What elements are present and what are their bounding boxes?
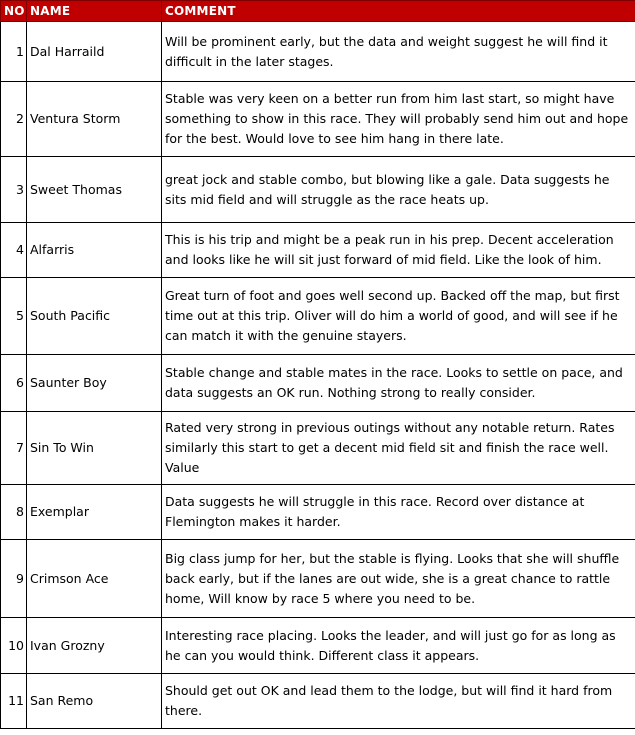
row-comment: Rated very strong in previous outings without any notable return. Rates similarly this start to get a decent mid field sit and finish the race well. Value <box>162 412 635 485</box>
row-no: 2 <box>1 82 27 157</box>
header-comment: COMMENT <box>162 1 635 22</box>
row-comment: Data suggests he will struggle in this race. Record over distance at Flemington makes it harder. <box>162 485 635 540</box>
row-comment: Stable change and stable mates in the race. Looks to settle on pace, and data suggests an OK run. Nothing strong to really consider. <box>162 355 635 412</box>
row-name: Crimson Ace <box>27 540 162 618</box>
row-comment: great jock and stable combo, but blowing like a gale. Data suggests he sits mid field and will struggle as the race heats up. <box>162 157 635 223</box>
row-name: Sweet Thomas <box>27 157 162 223</box>
header-no: NO <box>1 1 27 22</box>
row-no: 5 <box>1 278 27 355</box>
row-no: 11 <box>1 674 27 729</box>
row-no: 10 <box>1 618 27 674</box>
row-name: Saunter Boy <box>27 355 162 412</box>
row-comment: Stable was very keen on a better run from him last start, so might have something to show in this race. They will probably send him out and hope for the best. Would love to see him hang in there late. <box>162 82 635 157</box>
row-no: 6 <box>1 355 27 412</box>
table-row <box>1 22 635 82</box>
header-row <box>1 1 635 22</box>
row-no: 7 <box>1 412 27 485</box>
header-name: NAME <box>27 1 162 22</box>
row-name: Ivan Grozny <box>27 618 162 674</box>
row-comment: Will be prominent early, but the data and weight suggest he will find it difficult in the later stages. <box>162 22 635 82</box>
row-comment: This is his trip and might be a peak run in his prep. Decent acceleration and looks like he will sit just forward of mid field. Like the look of him. <box>162 223 635 278</box>
row-name: Sin To Win <box>27 412 162 485</box>
table-row <box>1 540 635 618</box>
row-comment: Should get out OK and lead them to the lodge, but will find it hard from there. <box>162 674 635 729</box>
row-no: 3 <box>1 157 27 223</box>
row-name: South Pacific <box>27 278 162 355</box>
row-name: Alfarris <box>27 223 162 278</box>
row-comment: Interesting race placing. Looks the leader, and will just go for as long as he can you would think. Different class it appears. <box>162 618 635 674</box>
table-row <box>1 223 635 278</box>
table-row <box>1 485 635 540</box>
row-name: Exemplar <box>27 485 162 540</box>
row-comment: Big class jump for her, but the stable is flying. Looks that she will shuffle back early, but if the lanes are out wide, she is a great chance to rattle home, Will know by race 5 where you need to be. <box>162 540 635 618</box>
row-name: Dal Harraild <box>27 22 162 82</box>
table-row <box>1 674 635 729</box>
row-no: 9 <box>1 540 27 618</box>
row-no: 8 <box>1 485 27 540</box>
table-row <box>1 412 635 485</box>
table-row <box>1 157 635 223</box>
row-no: 4 <box>1 223 27 278</box>
row-name: San Remo <box>27 674 162 729</box>
table-row <box>1 82 635 157</box>
row-no: 1 <box>1 22 27 82</box>
table-row <box>1 618 635 674</box>
row-name: Ventura Storm <box>27 82 162 157</box>
table-row <box>1 355 635 412</box>
row-comment: Great turn of foot and goes well second up. Backed off the map, but first time out at this trip. Oliver will do him a world of good, and will see if he can match it with the genuine stayers. <box>162 278 635 355</box>
table-row <box>1 278 635 355</box>
